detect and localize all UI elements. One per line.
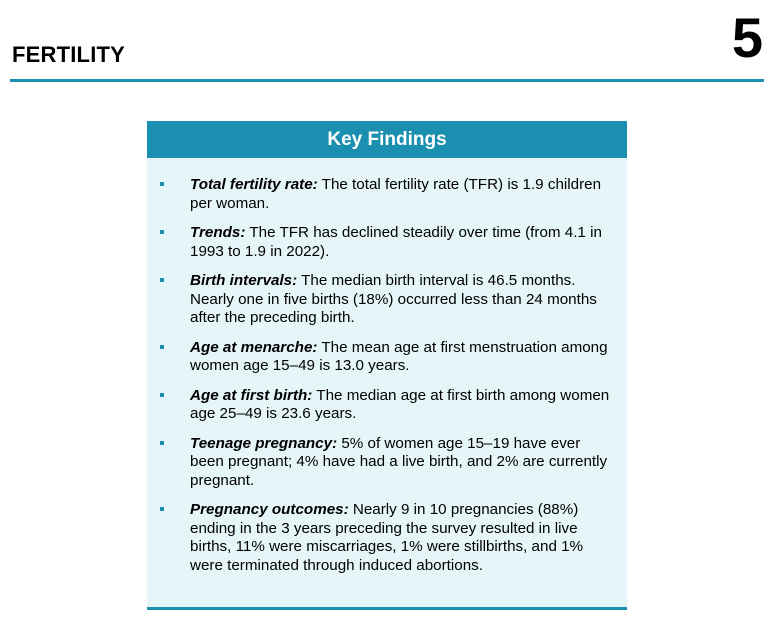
finding-term: Trends: <box>190 224 246 241</box>
key-findings-heading: Key Findings <box>147 121 627 158</box>
square-bullet-icon <box>160 182 164 186</box>
finding-text: Nearly 9 in 10 pregnancies (88%) ending in the 3 years preceding the survey resulted in live births, 11% were miscarriages, 1% were stillbirths, and 1% were terminated through induced abortions. <box>190 501 584 574</box>
finding-total-fertility-rate <box>157 176 613 213</box>
finding-term: Total fertility rate: <box>190 176 318 193</box>
finding-birth-intervals <box>157 272 613 328</box>
chapter-number: 5 <box>731 6 763 69</box>
square-bullet-icon <box>160 393 164 397</box>
finding-trends <box>157 224 613 261</box>
key-findings-list <box>147 158 627 575</box>
finding-term: Age at first birth: <box>190 386 313 404</box>
square-bullet-icon <box>160 278 164 282</box>
finding-pregnancy-outcomes <box>157 501 613 575</box>
square-bullet-icon <box>160 507 164 511</box>
chapter-title: FERTILITY <box>12 42 126 67</box>
finding-teenage-pregnancy <box>157 435 613 491</box>
square-bullet-icon <box>160 230 164 234</box>
finding-age-at-first-birth <box>157 387 613 424</box>
finding-text: The TFR has declined steadily over time (from 4.1 in 1993 to 1.9 in 2022). <box>190 224 602 260</box>
finding-term: Pregnancy outcomes: <box>190 501 349 518</box>
finding-age-at-menarche <box>157 339 613 376</box>
finding-text: The mean age at first menstruation among women age 15–49 is 13.0 years. <box>190 338 608 374</box>
finding-text: The median birth interval is 46.5 months. Nearly one in five births (18%) occurred less than 24 months after the preceding birth. <box>190 272 597 326</box>
finding-text: The median age at first birth among women age 25–49 is 23.6 years. <box>190 386 610 422</box>
key-findings-box <box>147 121 627 610</box>
header-divider <box>10 79 764 82</box>
finding-term: Age at menarche: <box>190 338 318 356</box>
finding-term: Birth intervals: <box>190 272 298 289</box>
finding-text: The total fertility rate (TFR) is 1.9 children per woman. <box>190 176 602 212</box>
square-bullet-icon <box>160 345 164 349</box>
finding-text: 5% of women age 15–19 have ever been pregnant; 4% have had a live birth, and 2% are currently pregnant. <box>190 434 608 489</box>
finding-term: Teenage pregnancy: <box>190 434 338 452</box>
square-bullet-icon <box>160 441 164 445</box>
